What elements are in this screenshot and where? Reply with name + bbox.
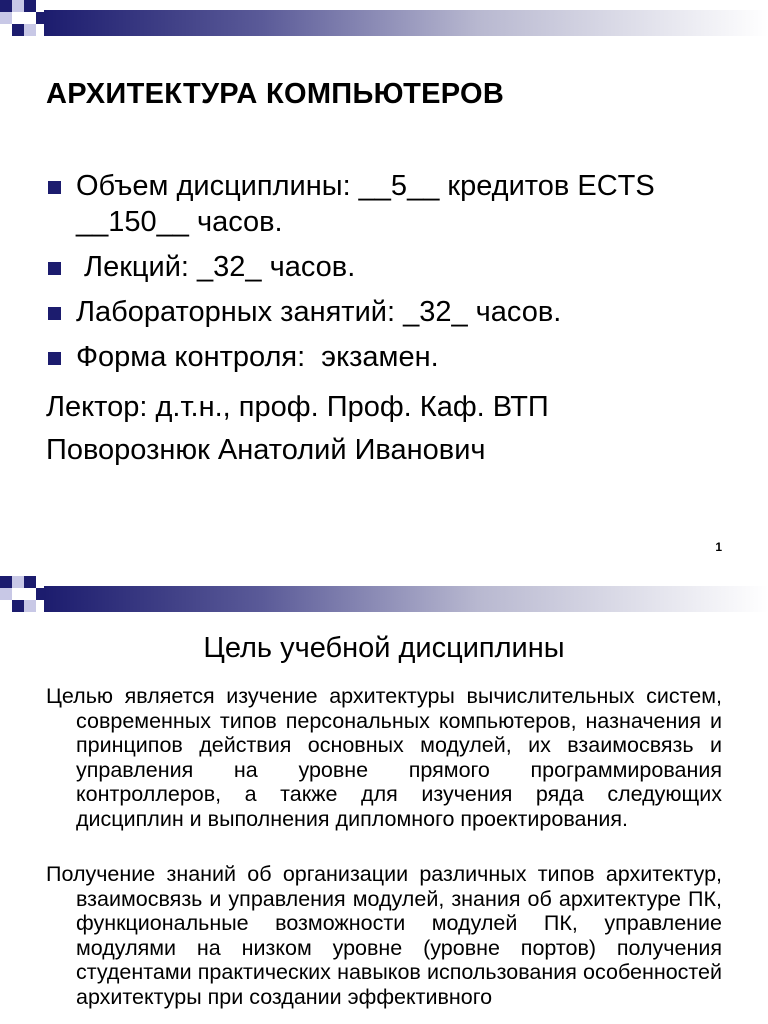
deco-square — [0, 576, 12, 588]
list-item — [46, 249, 736, 285]
list-item-text: Объем дисциплины: __5__ кредитов ECTS __150__ часов. — [76, 170, 655, 238]
page-number: 1 — [715, 540, 722, 554]
deco-square — [24, 576, 36, 588]
header-band — [0, 0, 768, 48]
list-item — [46, 294, 736, 330]
slide-2 — [0, 576, 768, 1024]
square-bullet-icon — [48, 307, 61, 320]
gradient-bar — [44, 586, 768, 612]
list-item — [46, 168, 736, 240]
slide-title: Цель учебной дисциплины — [203, 632, 565, 664]
bullet-list — [46, 168, 736, 384]
header-band — [0, 576, 768, 624]
deco-square — [12, 0, 24, 12]
lecturer-line-1: Лектор: д.т.н., проф. Проф. Каф. ВТП — [46, 391, 549, 423]
deco-square — [12, 600, 24, 612]
list-item-text: Форма контроля: экзамен. — [76, 341, 439, 373]
deco-square — [0, 0, 12, 12]
deco-square — [24, 600, 36, 612]
slide-title: АРХИТЕКТУРА КОМПЬЮТЕРОВ — [46, 78, 505, 110]
deco-square — [12, 576, 24, 588]
knowledge-paragraph: Получение знаний об организации различных типов архитектур, взаимосвязь и управления модулей, знания об архитектуре ПК, функциональные возможности модулей ПК, управление модулями на низком уровне (уровне портов) получения студентами практических навыков использования особенностей архитектуры при создании эффективного — [46, 862, 722, 1009]
lecturer-line-2: Поворознюк Анатолий Иванович — [46, 434, 486, 466]
gradient-bar — [44, 10, 768, 36]
deco-square — [24, 0, 36, 12]
square-bullet-icon — [48, 181, 61, 194]
deco-square — [24, 24, 36, 36]
deco-square — [12, 24, 24, 36]
deco-square — [0, 12, 12, 24]
square-bullet-icon — [48, 352, 61, 365]
goal-paragraph: Целью является изучение архитектуры вычислительных систем, современных типов персональных компьютеров, назначения и принципов действия основных модулей, их взаимосвязь и управления на уровне прямого программирования контроллеров, а также для изучения ряда следующих дисциплин и выполнения дипломного проектирования. — [46, 684, 722, 831]
list-item — [46, 339, 736, 375]
square-bullet-icon — [48, 262, 61, 275]
list-item-text: Лабораторных занятий: _32_ часов. — [76, 296, 562, 328]
deco-square — [0, 588, 12, 600]
list-item-text: Лекций: _32_ часов. — [76, 251, 356, 283]
